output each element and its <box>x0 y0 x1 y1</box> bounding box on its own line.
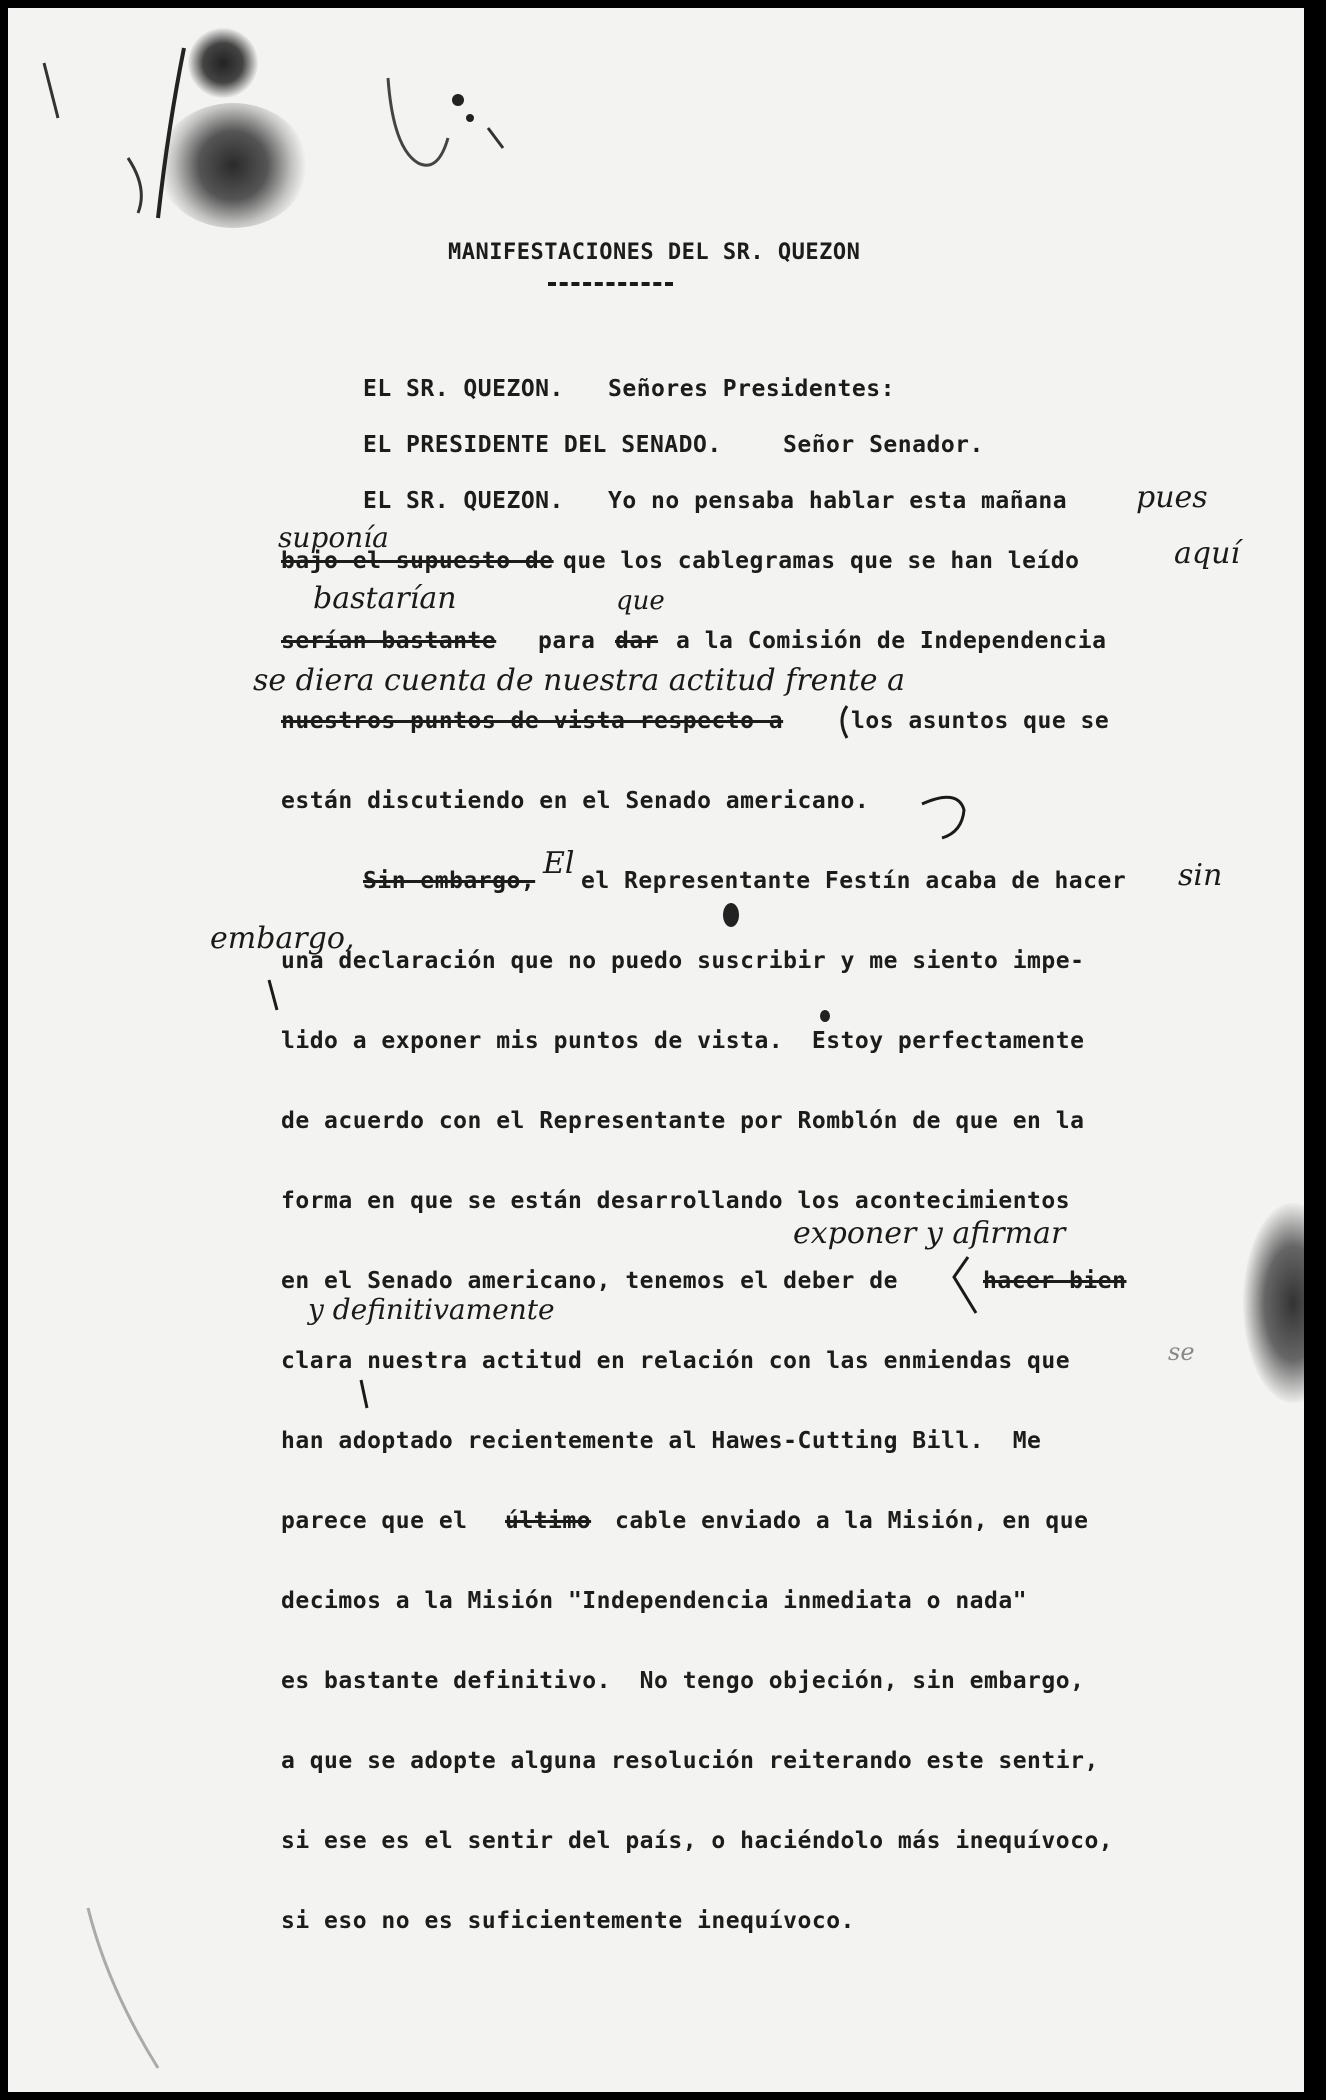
speech-text: el Representante Festín acaba de hacer <box>581 868 1127 894</box>
speech-text: forma en que se están desarrollando los acontecimientos <box>281 1188 1071 1214</box>
page-title: MANIFESTACIONES DEL SR. QUEZON <box>448 240 861 265</box>
title-underline <box>548 282 673 286</box>
speech-text: cable enviado a la Misión, en que <box>615 1508 1089 1534</box>
speech-text: si eso no es suficientemente inequívoco. <box>281 1908 855 1934</box>
handwritten-note: se diera cuenta de nuestra actitud frente a <box>253 663 905 698</box>
speech-text: Señor Senador. <box>783 432 984 458</box>
handwritten-note: y definitivamente <box>308 1293 555 1326</box>
speech-text: para <box>538 628 596 654</box>
handwritten-note: sin <box>1178 858 1223 893</box>
handwritten-note: bastarían <box>313 581 457 616</box>
ink-stain-small <box>188 28 258 98</box>
document-page <box>8 8 1304 2092</box>
speech-text: los asuntos que se <box>851 708 1110 734</box>
handwritten-note: que <box>616 586 665 616</box>
speaker-label: EL SR. QUEZON. <box>363 376 564 402</box>
speaker-label: EL PRESIDENTE DEL SENADO. <box>363 432 722 458</box>
handwritten-note: exponer y afirmar <box>793 1216 1066 1251</box>
speech-text: si ese es el sentir del país, o haciéndolo más inequívoco, <box>281 1828 1114 1854</box>
ink-stain-edge <box>1243 1203 1304 1403</box>
speech-text: Señores Presidentes: <box>608 376 895 402</box>
insert-caret <box>263 976 293 1016</box>
struck-text: último <box>505 1508 592 1534</box>
ink-dot <box>723 903 739 927</box>
struck-text: serían bastante <box>281 628 497 654</box>
handwritten-note: suponía <box>278 521 389 554</box>
handwritten-note: aquí <box>1174 536 1241 571</box>
struck-text: bajo el supuesto de <box>281 548 554 574</box>
speech-text: parece que el <box>281 1508 468 1534</box>
speech-text: que los cablegramas que se han leído <box>563 548 1080 574</box>
handwritten-note: embargo, <box>210 921 355 956</box>
speech-text: es bastante definitivo. No tengo objeción, sin embargo, <box>281 1668 1085 1694</box>
struck-text: dar <box>615 628 659 654</box>
insert-caret <box>948 1253 988 1323</box>
speech-text: decimos a la Misión "Independencia inmediata o nada" <box>281 1588 1028 1614</box>
speech-text: a la Comisión de Independencia <box>676 628 1107 654</box>
speech-text: Yo no pensaba hablar esta mañana <box>608 488 1068 514</box>
speech-text: en el Senado americano, tenemos el deber de <box>281 1268 898 1294</box>
speaker-label: EL SR. QUEZON. <box>363 488 564 514</box>
insert-caret <box>353 1376 383 1416</box>
ink-stain-large <box>158 103 308 228</box>
speech-text: han adoptado recientemente al Hawes-Cutting Bill. Me <box>281 1428 1042 1454</box>
ink-dot <box>820 1010 830 1022</box>
speech-text: lido a exponer mis puntos de vista. Estoy perfectamente <box>281 1028 1085 1054</box>
struck-text: nuestros puntos de vista respecto a <box>281 708 784 734</box>
struck-text: hacer bien <box>983 1268 1127 1294</box>
struck-text: Sin embargo, <box>363 868 536 894</box>
handwritten-note: pues <box>1136 480 1208 515</box>
bracket-mark <box>833 702 853 742</box>
speech-text: están discutiendo en el Senado americano. <box>281 788 870 814</box>
speech-text: una declaración que no puedo suscribir y me siento impe- <box>281 948 1085 974</box>
speech-text: de acuerdo con el Representante por Romblón de que en la <box>281 1108 1085 1134</box>
handwritten-note: se <box>1168 1338 1195 1366</box>
closing-mark <box>918 788 978 848</box>
handwritten-note: El <box>543 846 575 881</box>
speech-text: a que se adopte alguna resolución reiterando este sentir, <box>281 1748 1099 1774</box>
speech-text: clara nuestra actitud en relación con las enmiendas que <box>281 1348 1071 1374</box>
